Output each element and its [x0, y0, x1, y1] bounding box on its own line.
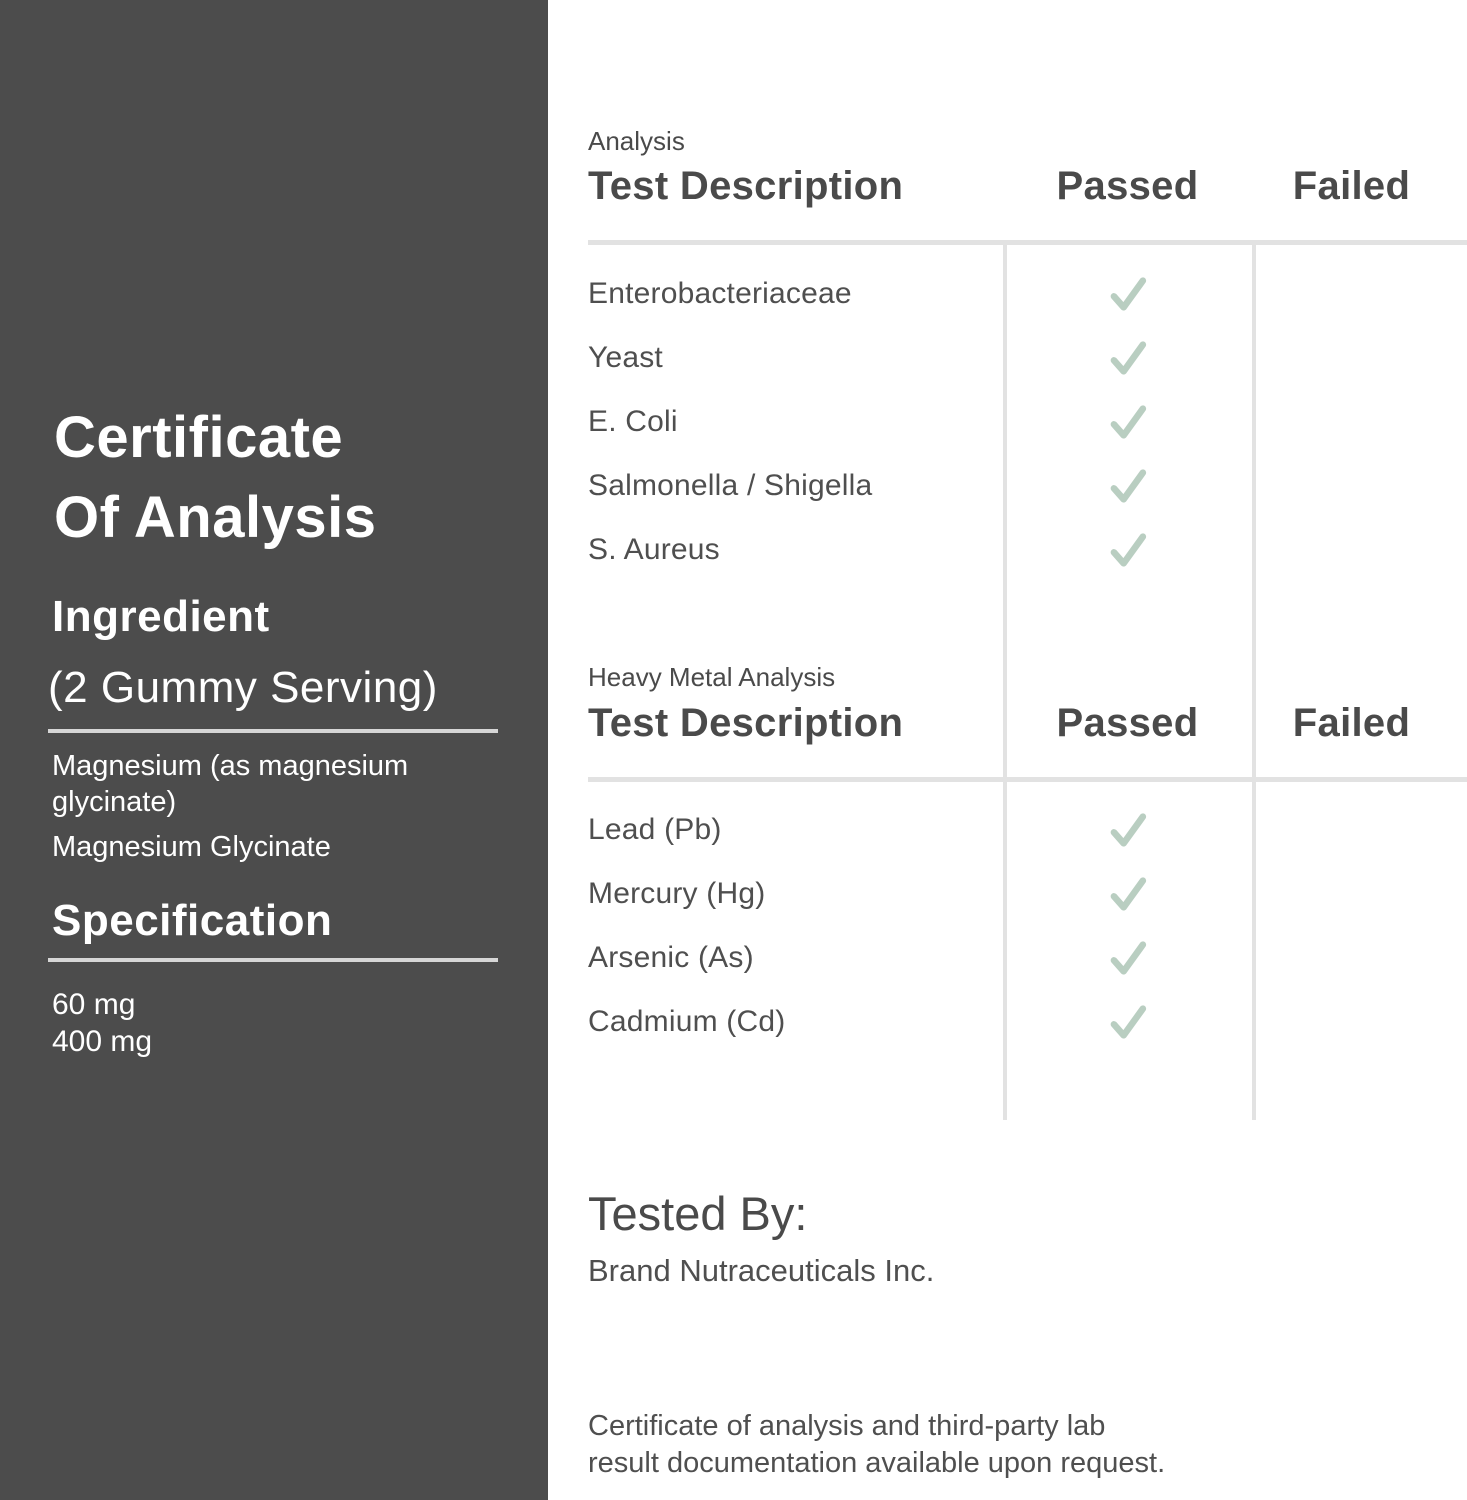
failed-cell — [1252, 798, 1467, 862]
section-label-analysis: Analysis — [588, 126, 685, 156]
panel-divider-line — [48, 958, 498, 962]
test-name: Cadmium (Cd) — [588, 1005, 786, 1038]
test-name: Yeast — [588, 341, 663, 374]
test-name: Mercury (Hg) — [588, 877, 766, 910]
test-row — [588, 990, 1467, 1054]
test-name: Salmonella / Shigella — [588, 469, 873, 502]
test-name: Lead (Pb) — [588, 813, 722, 846]
specification-value: 60 mg — [52, 988, 136, 1021]
failed-cell — [1252, 454, 1467, 518]
passed-cell — [1003, 518, 1252, 582]
passed-cell — [1003, 926, 1252, 990]
checkmark-icon — [1103, 269, 1153, 319]
tested-by-heading: Tested By: — [588, 1187, 808, 1240]
checkmark-icon — [1103, 997, 1153, 1047]
column-header-failed: Failed — [1292, 701, 1411, 745]
tested-by-value: Brand Nutraceuticals Inc. — [588, 1253, 935, 1288]
checkmark-icon — [1103, 869, 1153, 919]
passed-cell — [1003, 798, 1252, 862]
checkmark-icon — [1103, 397, 1153, 447]
left-info-panel — [0, 0, 548, 1500]
test-row — [588, 926, 1467, 990]
passed-cell — [1003, 326, 1252, 390]
passed-cell — [1003, 390, 1252, 454]
test-name: S. Aureus — [588, 533, 720, 566]
specification-value: 400 mg — [52, 1025, 153, 1058]
ingredient-list — [52, 748, 482, 865]
passed-cell — [1003, 262, 1252, 326]
panel-divider-line — [48, 729, 498, 733]
analysis-table-rows — [588, 245, 1467, 582]
heavy-metal-table-rows — [588, 782, 1467, 1054]
test-row — [588, 518, 1467, 582]
ingredient-item: Magnesium (as magnesium glycinate) — [52, 750, 409, 818]
page-title — [54, 398, 376, 558]
column-header-test-description: Test Description — [588, 164, 904, 208]
serving-size-note: (2 Gummy Serving) — [48, 663, 438, 712]
footer-note-line1: Certificate of analysis and third-party lab — [588, 1410, 1106, 1442]
test-row — [588, 262, 1467, 326]
failed-cell — [1252, 926, 1467, 990]
checkmark-icon — [1103, 525, 1153, 575]
passed-cell — [1003, 862, 1252, 926]
failed-cell — [1252, 390, 1467, 454]
ingredient-heading: Ingredient — [52, 592, 270, 641]
test-name: E. Coli — [588, 405, 678, 438]
specification-list — [52, 986, 152, 1060]
analysis-content — [548, 0, 1467, 1500]
column-header-passed: Passed — [1056, 164, 1199, 208]
test-row — [588, 454, 1467, 518]
failed-cell — [1252, 326, 1467, 390]
footer-note-line2: result documentation available upon request. — [588, 1447, 1166, 1479]
test-row — [588, 390, 1467, 454]
column-header-failed: Failed — [1292, 164, 1411, 208]
failed-cell — [1252, 262, 1467, 326]
checkmark-icon — [1103, 461, 1153, 511]
page-title-line2: Of Analysis — [54, 485, 377, 550]
column-header-test-description: Test Description — [588, 701, 904, 745]
column-header-passed: Passed — [1056, 701, 1199, 745]
test-name: Arsenic (As) — [588, 941, 754, 974]
checkmark-icon — [1103, 805, 1153, 855]
passed-cell — [1003, 990, 1252, 1054]
test-name: Enterobacteriaceae — [588, 277, 852, 310]
ingredient-item: Magnesium Glycinate — [52, 831, 331, 863]
failed-cell — [1252, 990, 1467, 1054]
section-label-heavy-metal-analysis: Heavy Metal Analysis — [588, 662, 836, 692]
checkmark-icon — [1103, 933, 1153, 983]
passed-cell — [1003, 454, 1252, 518]
test-row — [588, 798, 1467, 862]
page-title-line1: Certificate — [54, 405, 344, 470]
test-row — [588, 326, 1467, 390]
failed-cell — [1252, 862, 1467, 926]
footer-note — [588, 1408, 1165, 1482]
checkmark-icon — [1103, 333, 1153, 383]
failed-cell — [1252, 518, 1467, 582]
test-row — [588, 862, 1467, 926]
specification-heading: Specification — [52, 896, 333, 945]
